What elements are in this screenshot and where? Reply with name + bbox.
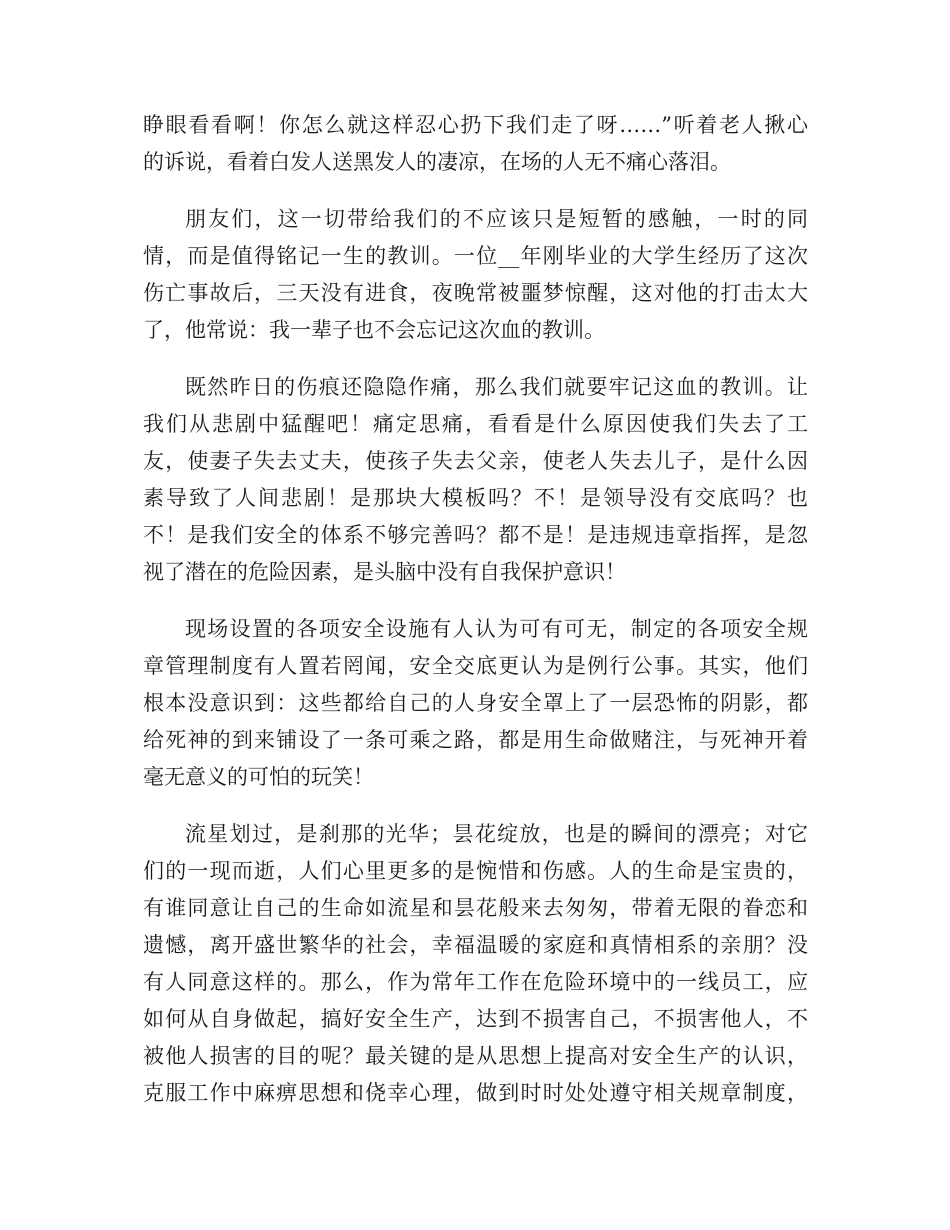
text-line: 根本没意识到：这些都给自己的人身安全罩上了一层恐怖的阴影，都: [143, 691, 808, 715]
text-line: 有谁同意让自己的生命如流星和昙花般来去匆匆，带着无限的眷恋和: [143, 896, 808, 920]
text-line: 遗憾，离开盛世繁华的社会，幸福温暖的家庭和真情相系的亲朋？没: [143, 933, 808, 957]
paragraph: [143, 107, 808, 181]
text-line: 伤亡事故后，三天没有进食，夜晚常被噩梦惊醒，这对他的打击太大: [143, 281, 808, 305]
text-line: 我们从悲剧中猛醒吧！痛定思痛，看看是什么原因使我们失去了工: [143, 412, 808, 436]
text-line: 现场设置的各项安全设施有人认为可有可无，制定的各项安全规: [185, 617, 808, 641]
text-line: 有人同意这样的。那么，作为常年工作在危险环境中的一线员工，应: [143, 970, 808, 994]
text-line: 素导致了人间悲剧！是那块大模板吗？不！是领导没有交底吗？也: [143, 486, 808, 510]
text-line: 毫无意义的可怕的玩笑！: [143, 765, 374, 789]
text-line: 们的一现而逝，人们心里更多的是惋惜和伤感。人的生命是宝贵的，: [143, 859, 808, 883]
text-line: 给死神的到来铺设了一条可乘之路，都是用生命做赌注，与死神开着: [143, 728, 808, 752]
paragraph: [143, 201, 808, 349]
text-line: 的诉说，看着白发人送黑发人的凄凉，在场的人无不痛心落泪。: [143, 150, 731, 174]
text-line: 情，而是值得铭记一生的教训。一位__年刚毕业的大学生经历了这次: [143, 244, 808, 268]
text-line: 如何从自身做起，搞好安全生产，达到不损害自己，不损害他人，不: [143, 1007, 808, 1031]
text-line: 睁眼看看啊！你怎么就这样忍心扔下我们走了呀……”听着老人揪心: [143, 113, 808, 137]
text-line: 了，他常说：我一辈子也不会忘记这次血的教训。: [143, 318, 605, 342]
text-line: 章管理制度有人置若罔闻，安全交底更认为是例行公事。其实，他们: [143, 654, 808, 678]
document-body: [143, 107, 808, 1112]
text-line: 不！是我们安全的体系不够完善吗？都不是！是违规违章指挥，是忽: [143, 523, 808, 547]
paragraph: [143, 611, 808, 796]
text-line: 朋友们，这一切带给我们的不应该只是短暂的感触，一时的同: [185, 207, 808, 231]
text-line: 流星划过，是刹那的光华；昙花绽放，也是的瞬间的漂亮；对它: [185, 822, 808, 846]
text-line: 克服工作中麻痹思想和侥幸心理，做到时时处处遵守相关规章制度，: [143, 1081, 808, 1105]
paragraph: [143, 816, 808, 1112]
text-line: 被他人损害的目的呢？最关键的是从思想上提高对安全生产的认识，: [143, 1044, 808, 1068]
text-line: 视了潜在的危险因素，是头脑中没有自我保护意识！: [143, 560, 626, 584]
paragraph: [143, 369, 808, 591]
text-line: 友，使妻子失去丈夫，使孩子失去父亲，使老人失去儿子，是什么因: [143, 449, 808, 473]
text-line: 既然昨日的伤痕还隐隐作痛，那么我们就要牢记这血的教训。让: [185, 375, 808, 399]
